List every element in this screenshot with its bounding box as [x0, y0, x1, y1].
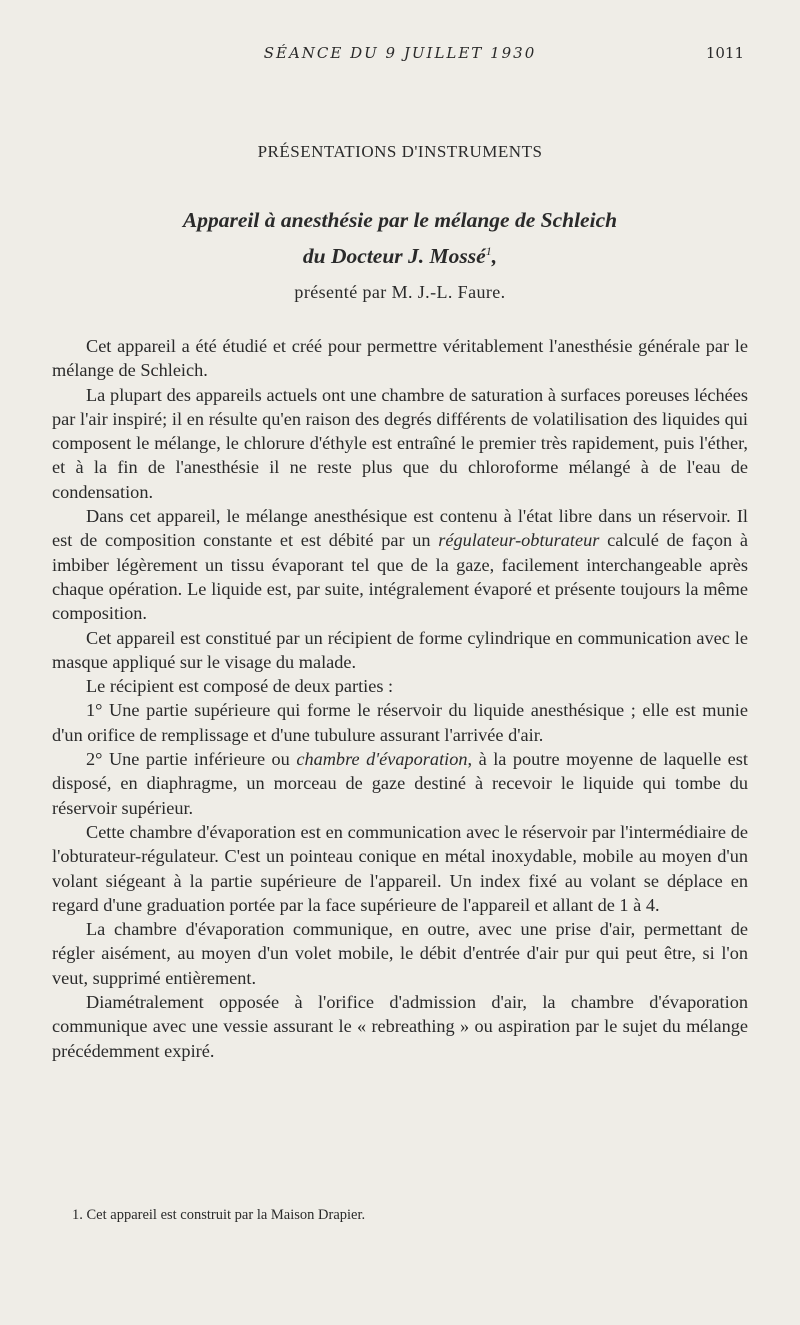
paragraph: Cette chambre d'évaporation est en communication avec le réservoir par l'intermédiaire de l'obturateur-régulateur. C'est un pointeau conique en métal inoxydable, mobile au moyen d'un volant siégeant à la partie supérieure de l'appareil. Un index fixé au volant se déplace en regard d'une graduation portée par la face supérieure de l'appareil et allant de 1 à 4.	[52, 821, 748, 915]
body-text	[52, 334, 748, 1063]
title-line-1: Appareil à anesthésie par le mélange de Schleich	[182, 208, 618, 232]
title-line-2-suffix: ,	[491, 244, 498, 269]
article-title	[0, 205, 800, 272]
paragraph-text: Dans cet appareil, le mélange anesthésique est contenu à l'état libre dans un réservoir. Il est de composition constante et est débité par un	[52, 506, 748, 551]
paragraph: Le récipient est composé de deux parties :	[86, 676, 394, 697]
emphasis-term: régulateur-obturateur	[438, 530, 600, 551]
paragraph	[52, 747, 748, 820]
paragraph: Diamétralement opposée à l'orifice d'admission d'air, la chambre d'évaporation communique avec une vessie assurant le « rebreathing » ou aspiration par le sujet du mélange précédemment expiré.	[52, 992, 748, 1061]
footnote: 1. Cet appareil est construit par la Maison Drapier.	[72, 1207, 366, 1223]
running-head: SÉANCE DU 9 JUILLET 1930	[263, 44, 537, 62]
paragraph: La chambre d'évaporation communique, en outre, avec une prise d'air, permettant de régler aisément, au moyen d'un volet mobile, le débit d'entrée d'air pur qui peut être, si l'on veut, supprimé entièrement.	[52, 919, 748, 988]
paragraph: Cet appareil est constitué par un récipient de forme cylindrique en communication avec le masque appliqué sur le visage du malade.	[52, 627, 748, 672]
paragraph: Cet appareil a été étudié et créé pour permettre véritablement l'anesthésie générale par le mélange de Schleich.	[52, 336, 748, 381]
section-heading: PRÉSENTATIONS D'INSTRUMENTS	[257, 142, 543, 161]
paragraph-text: , à la poutre moyenne de laquelle est disposé, en diaphragme, un morceau de gaze destiné à recevoir le liquide qui tombe du réservoir supérieur.	[52, 749, 748, 818]
paragraph-text: 2° Une partie inférieure ou	[86, 749, 297, 770]
emphasis-term: chambre d'évaporation	[296, 749, 468, 770]
paragraph: La plupart des appareils actuels ont une chambre de saturation à surfaces poreuses léchées par l'air inspiré; il en résulte qu'en raison des degrés différents de volatilisation des liquides qui composent le mélange, le chlorure d'éthyle est entraîné le premier très rapidement, puis l'éther, et à la fin de l'anesthésie il ne reste plus que du chloroforme mélangé à de l'eau de condensation.	[52, 384, 748, 502]
title-line-2-text: du Docteur J. Mossé	[302, 244, 486, 269]
paragraph	[52, 504, 748, 625]
paragraph-text: calculé de façon à imbiber légèrement un tissu évaporant tel que de la gaze, facilement interchangeable après chaque opération. Le liquide est, par suite, intégralement évaporé et présente toujours la même composition.	[52, 530, 748, 624]
title-line-2	[0, 236, 800, 272]
presenter-line: présenté par M. J.-L. Faure.	[294, 282, 506, 302]
footnote-reference: 1	[485, 244, 492, 258]
page-number: 1011	[705, 44, 744, 62]
paragraph: 1° Une partie supérieure qui forme le réservoir du liquide anesthésique ; elle est munie d'un orifice de remplissage et d'une tubulure assurant l'arrivée d'air.	[52, 700, 748, 745]
